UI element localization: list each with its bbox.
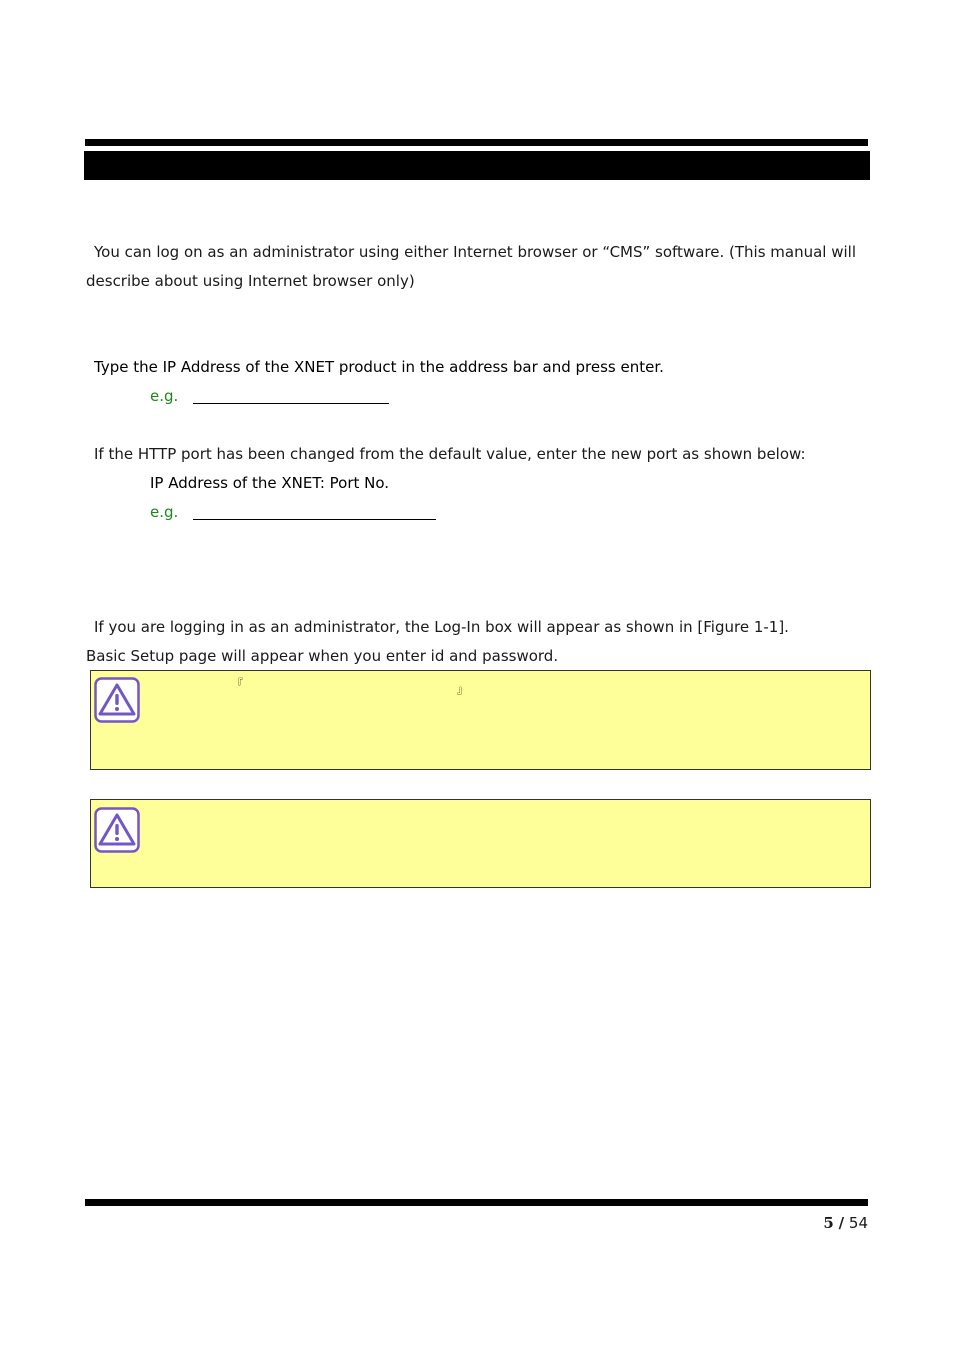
step2-example-link-underline[interactable]	[193, 519, 436, 520]
step2-eg-label: e.g.	[150, 503, 179, 521]
step2-instruction: If the HTTP port has been changed from the default value, enter the new port as shown below:	[94, 445, 806, 463]
step2-format: IP Address of the XNET: Port No.	[150, 474, 390, 492]
intro-line-1: You can log on as an administrator using either Internet browser or “CMS” software. (This manual will	[94, 243, 856, 261]
login-line-1: If you are logging in as an administrator, the Log-In box will appear as shown in [Figure 1-1].	[94, 618, 789, 636]
step1-example-link-underline[interactable]	[193, 403, 389, 404]
note1-close-bracket: 』	[457, 683, 468, 696]
note-box-2	[90, 799, 871, 888]
page-total: 54	[848, 1214, 868, 1232]
page-current: 5	[823, 1214, 834, 1232]
warning-icon	[94, 807, 140, 853]
note-box-1	[90, 670, 871, 770]
intro-line-2: describe about using Internet browser only)	[86, 272, 415, 290]
login-line-2: Basic Setup page will appear when you enter id and password.	[86, 647, 559, 665]
page-separator: /	[838, 1214, 845, 1232]
note1-open-bracket: 『	[232, 677, 243, 690]
footer-rule	[85, 1199, 868, 1206]
warning-icon	[94, 677, 140, 723]
header-rule	[85, 139, 868, 146]
step1-eg-label: e.g.	[150, 387, 179, 405]
page-number	[823, 1214, 868, 1232]
section-title-bar	[84, 151, 870, 180]
step1-instruction: Type the IP Address of the XNET product in the address bar and press enter.	[94, 358, 664, 376]
